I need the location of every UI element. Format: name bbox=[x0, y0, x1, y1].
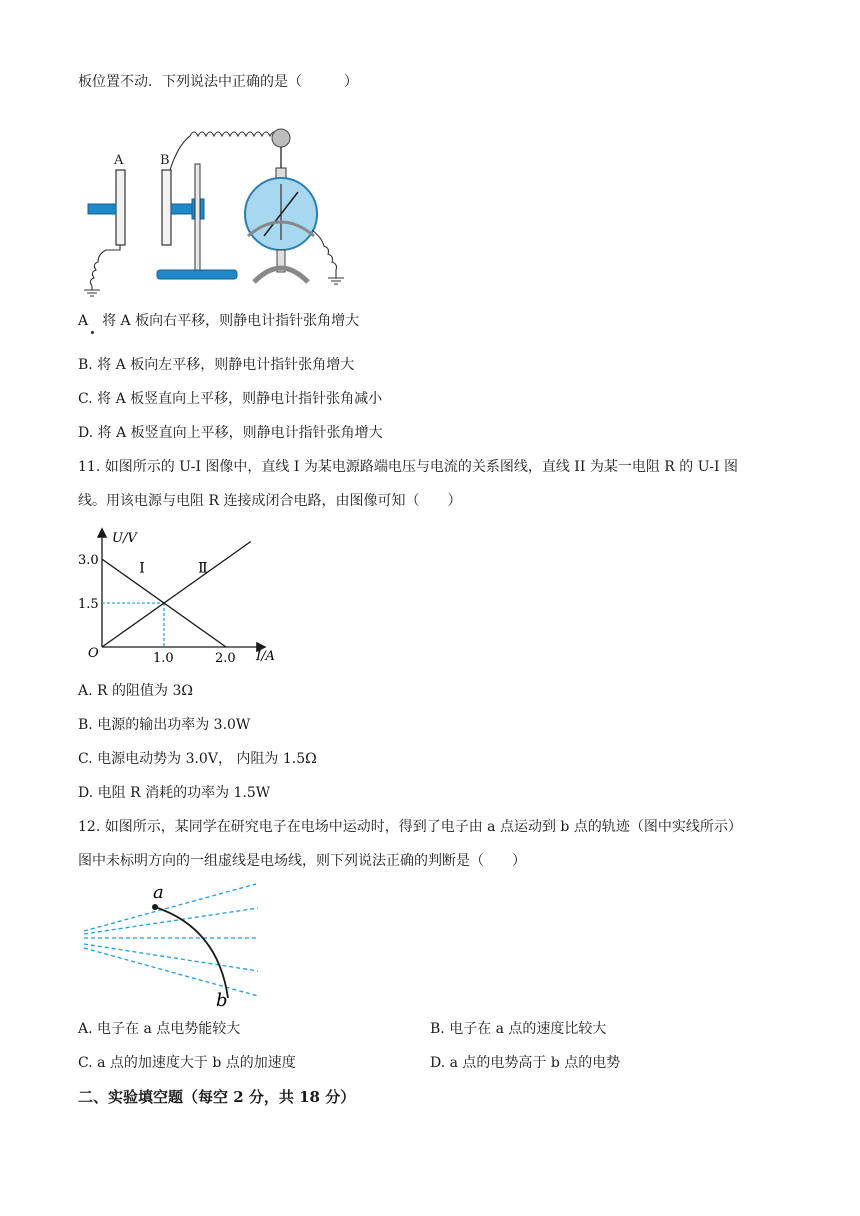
q12-stem-line2: 图中未标明方向的一组虚线是电场线，则下列说法正确的判断是（ ） bbox=[78, 853, 526, 869]
plate-a-label: A bbox=[114, 153, 124, 168]
electroscope-figure bbox=[78, 100, 348, 300]
q11-option-d: D. 电阻 R 消耗的功率为 1.5W bbox=[78, 785, 271, 801]
y-tick-label: 1.5 bbox=[78, 597, 99, 613]
point-b-label: b bbox=[216, 990, 228, 1011]
point-a-label: a bbox=[153, 882, 164, 903]
field-line bbox=[84, 944, 258, 971]
series-label-2: Ⅱ bbox=[198, 560, 208, 577]
y-tick-label: 3.0 bbox=[78, 553, 99, 569]
x-axis-label: I/A bbox=[256, 649, 275, 664]
electron-trajectory bbox=[155, 907, 228, 998]
field-line bbox=[84, 948, 258, 996]
field-line bbox=[84, 884, 256, 931]
q12-stem-line1: 12. 如图所示，某同学在研究电子在电场中运动时，得到了电子由 a 点运动到 b 点的轨迹（图中实线所示） bbox=[78, 819, 742, 835]
q12-option-b: B. 电子在 a 点的速度比较大 bbox=[430, 1021, 607, 1037]
q10-option-b: B. 将 A 板向左平移，则静电计指针张角增大 bbox=[78, 357, 355, 373]
x-tick-label: 2.0 bbox=[215, 651, 236, 666]
q10-option-c: C. 将 A 板竖直向上平移，则静电计指针张角减小 bbox=[78, 391, 383, 407]
q11-option-b: B. 电源的输出功率为 3.0W bbox=[78, 717, 251, 733]
origin-label: O bbox=[88, 646, 99, 661]
series-label-1: Ⅰ bbox=[139, 560, 145, 577]
x-tick-label: 1.0 bbox=[153, 651, 174, 666]
q10-option-d: D. 将 A 板竖直向上平移，则静电计指针张角增大 bbox=[78, 425, 383, 441]
q12-option-a: A. 电子在 a 点电势能较大 bbox=[78, 1021, 241, 1037]
section-heading: 二、实验填空题（每空 2 分，共 18 分） bbox=[78, 1088, 356, 1106]
q12-option-c: C. a 点的加速度大于 b 点的加速度 bbox=[78, 1055, 296, 1071]
q10-stem-tail: 板位置不动．下列说法中正确的是（ ） bbox=[78, 74, 358, 90]
q11-stem-line1: 11. 如图所示的 U-I 图像中，直线 I 为某电源路端电压与电流的关系图线，直线 II 为某一电阻 R 的 U-I 图 bbox=[78, 459, 738, 475]
q11-option-a: A. R 的阻值为 3Ω bbox=[78, 683, 193, 699]
q11-stem-line2: 线。用该电源与电阻 R 连接成闭合电路，由图像可知（ ） bbox=[78, 493, 462, 509]
point-a-dot bbox=[152, 904, 158, 910]
q10-option-a: A 将 A 板向右平移，则静电计指针张角增大 bbox=[78, 313, 360, 329]
series-line-2 bbox=[102, 542, 251, 647]
option-a-dot bbox=[91, 331, 94, 334]
y-axis-label: U/V bbox=[112, 531, 137, 546]
q12-option-d: D. a 点的电势高于 b 点的电势 bbox=[430, 1055, 621, 1071]
ui-graph bbox=[70, 520, 300, 670]
field-line-figure bbox=[78, 876, 268, 1011]
q11-option-c: C. 电源电动势为 3.0V， 内阻为 1.5Ω bbox=[78, 751, 317, 767]
field-line bbox=[84, 908, 258, 934]
plate-b-label: B bbox=[160, 153, 170, 168]
